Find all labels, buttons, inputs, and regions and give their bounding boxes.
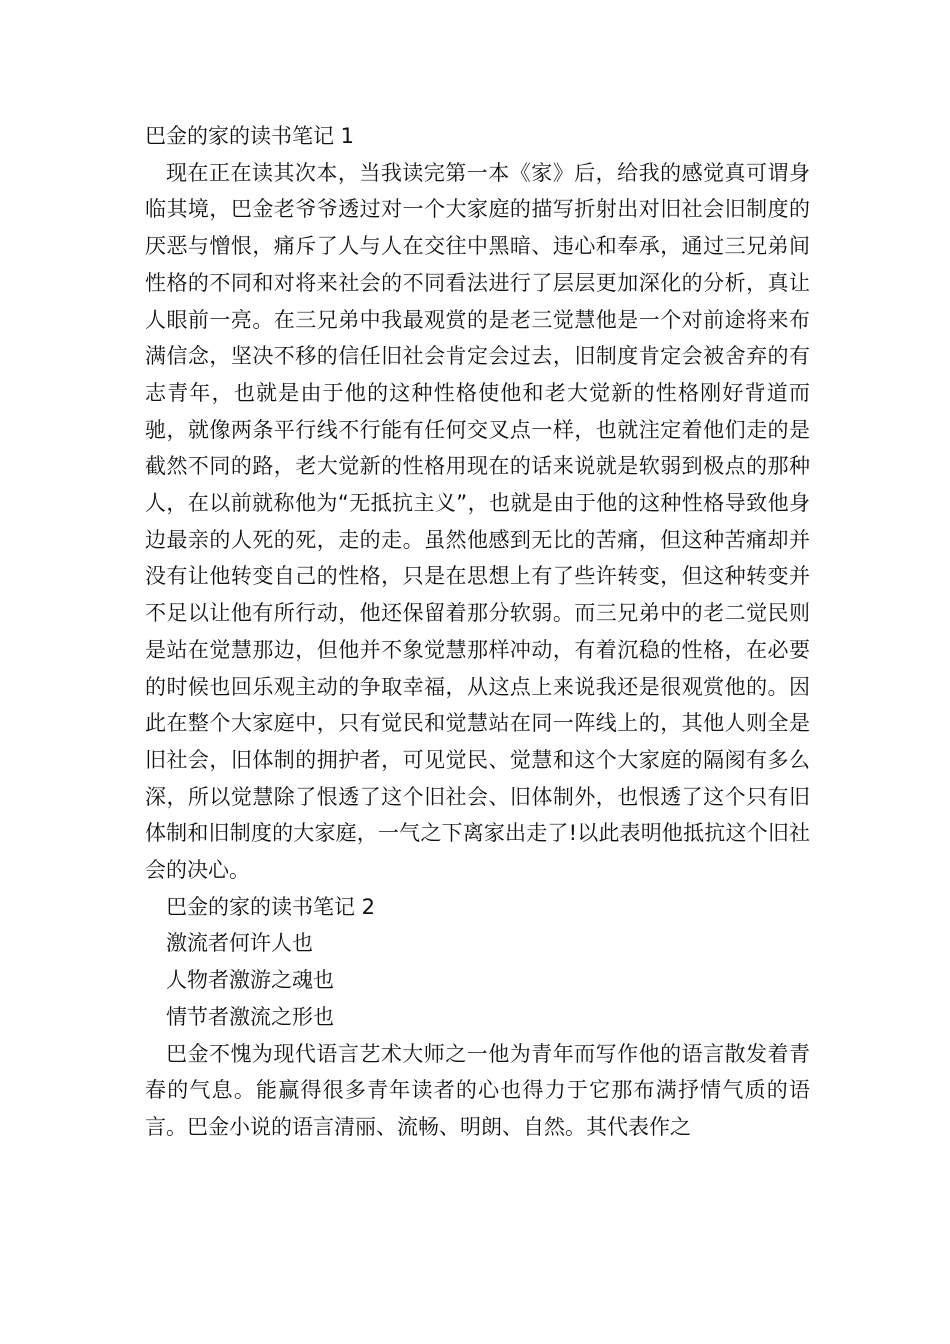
poem-line-1: 激流者何许人也 (166, 931, 313, 956)
poem-line-2: 人物者激游之魂也 (166, 968, 334, 993)
poem-line-3: 情节者激流之形也 (166, 1004, 334, 1029)
note1-paragraph: 现在正在读其次本，当我读完第一本《家》后，给我的感觉真可谓身临其境，巴金老爷爷透过对一个大家庭的描写折射出对旧社会旧制度的厌恶与憎恨，痛斥了人与人在交往中黑暗、违心和奉承，通过三兄弟间性格的不同和对将来社会的不同看法进行了层层更加深化的分析，真让人眼前一亮。在三兄弟中我最观赏的是老三觉慧他是一个对前途将来布满信念，坚决不移的信任旧社会肯定会过去，旧制度肯定会被舍弃的有志青年，也就是由于他的这种性格使他和老大觉新的性格刚好背道而驰，就像两条平行线不行能有任何交叉点一样，也就注定着他们走的是截然不同的路，老大觉新的性格用现在的话来说就是软弱到极点的那种人，在以前就称他为“无抵抗主义”，也就是由于他的这种性格导致他身边最亲的人死的死，走的走。虽然他感到无比的苦痛，但这种苦痛却并没有让他转变自己的性格，只是在思想上有了些许转变，但这种转变并不足以让他有所行动，他还保留着那分软弱。而三兄弟中的老二觉民则是站在觉慧那边，但他并不象觉慧那样冲动，有着沉稳的性格，在必要的时候也回乐观主动的争取幸福，从这点上来说我还是很观赏他的。因此在整个大家庭中，只有觉民和觉慧站在同一阵线上的，其他人则全是旧社会，旧体制的拥护者，可见觉民、觉慧和这个大家庭的隔阂有多么深，所以觉慧除了恨透了这个旧社会、旧体制外，也恨透了这个只有旧体制和旧制度的大家庭，一气之下离家出走了!以此表明他抵抗这个旧社会的决心。 (145, 160, 810, 883)
note1-title: 巴金的家的读书笔记 1 (145, 124, 355, 148)
document-body (145, 118, 810, 1146)
note2-title: 巴金的家的读书笔记 2 (166, 894, 376, 919)
note2-paragraph: 巴金不愧为现代语言艺术大师之一他为青年而写作他的语言散发着青春的气息。能赢得很多青年读者的心也得力于它那布满抒情气质的语言。巴金小说的语言清丽、流畅、明朗、自然。其代表作之 (145, 1041, 810, 1139)
